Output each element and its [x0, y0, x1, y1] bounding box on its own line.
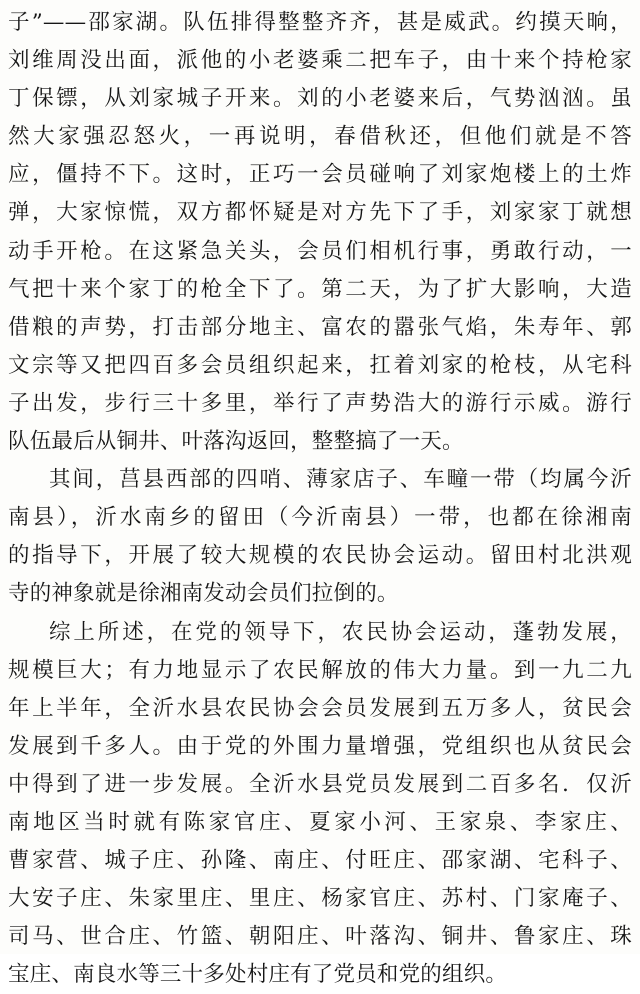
text-line: 南县），沂水南乡的留田（今沂南县）一带，也都在徐湘南 [8, 499, 632, 537]
text-line: 发展到千多人。由于党的外围力量增强，党组织也从贫民会 [8, 728, 632, 766]
text-line: 文宗等又把四百多会员组织起来，扛着刘家的枪枝，从宅科 [8, 347, 632, 385]
text-line: 年上半年，全沂水县农民协会会员发展到五万多人，贫民会 [8, 690, 632, 728]
text-line: 曹家营、城子庄、孙隆、南庄、付旺庄、邵家湖、宅科子、 [8, 842, 632, 880]
text-line: 宝庄、南良水等三十多处村庄有了党员和党的组织。 [8, 956, 632, 994]
text-line: 动手开枪。在这紧急关头，会员们相机行事，勇敢行动，一 [8, 233, 632, 271]
text-line: 弹，大家惊慌，双方都怀疑是对方先下了手，刘家家丁就想 [8, 194, 632, 232]
text-line: 中得到了进一步发展。全沂水县党员发展到二百多名．仅沂 [8, 766, 632, 804]
text-line: 综上所述，在党的领导下，农民协会运动，蓬勃发展， [8, 614, 632, 652]
text-line: 队伍最后从铜井、叶落沟返回，整整搞了一天。 [8, 423, 632, 461]
paragraph-3 [8, 614, 632, 994]
text-line: 刘维周没出面，派他的小老婆乘二把车子，由十来个持枪家 [8, 42, 632, 80]
text-line: 应，僵持不下。这时，正巧一会员碰响了刘家炮楼上的土炸 [8, 156, 632, 194]
text-line: 子”——邵家湖。队伍排得整整齐齐，甚是威武。约摸天晌， [8, 4, 632, 42]
document-body [8, 4, 632, 994]
text-line: 借粮的声势，打击部分地主、富农的嚣张气焰，朱寿年、郭 [8, 309, 632, 347]
text-line: 规模巨大；有力地显示了农民解放的伟大力量。到一九二九 [8, 652, 632, 690]
text-line: 然大家强忍怒火，一再说明，春借秋还，但他们就是不答 [8, 118, 632, 156]
text-line: 的指导下，开展了较大规模的农民协会运动。留田村北洪观 [8, 537, 632, 575]
text-line: 寺的神象就是徐湘南发动会员们拉倒的。 [8, 575, 632, 613]
text-line: 丁保镖，从刘家城子开来。刘的小老婆来后，气势汹汹。虽 [8, 80, 632, 118]
text-line: 大安子庄、朱家里庄、里庄、杨家官庄、苏村、门家庵子、 [8, 880, 632, 918]
paragraph-1 [8, 4, 632, 461]
text-line: 子出发，步行三十多里，举行了声势浩大的游行示威。游行 [8, 385, 632, 423]
text-line: 司马、世合庄、竹篮、朝阳庄、叶落沟、铜井、鲁家庄、珠 [8, 918, 632, 956]
text-line: 其间，莒县西部的四哨、薄家店子、车疃一带（均属今沂 [8, 461, 632, 499]
text-line: 南地区当时就有陈家官庄、夏家小河、王家泉、李家庄、 [8, 804, 632, 842]
text-line: 气把十来个家丁的枪全下了。第二天，为了扩大影响，大造 [8, 271, 632, 309]
paragraph-2 [8, 461, 632, 613]
